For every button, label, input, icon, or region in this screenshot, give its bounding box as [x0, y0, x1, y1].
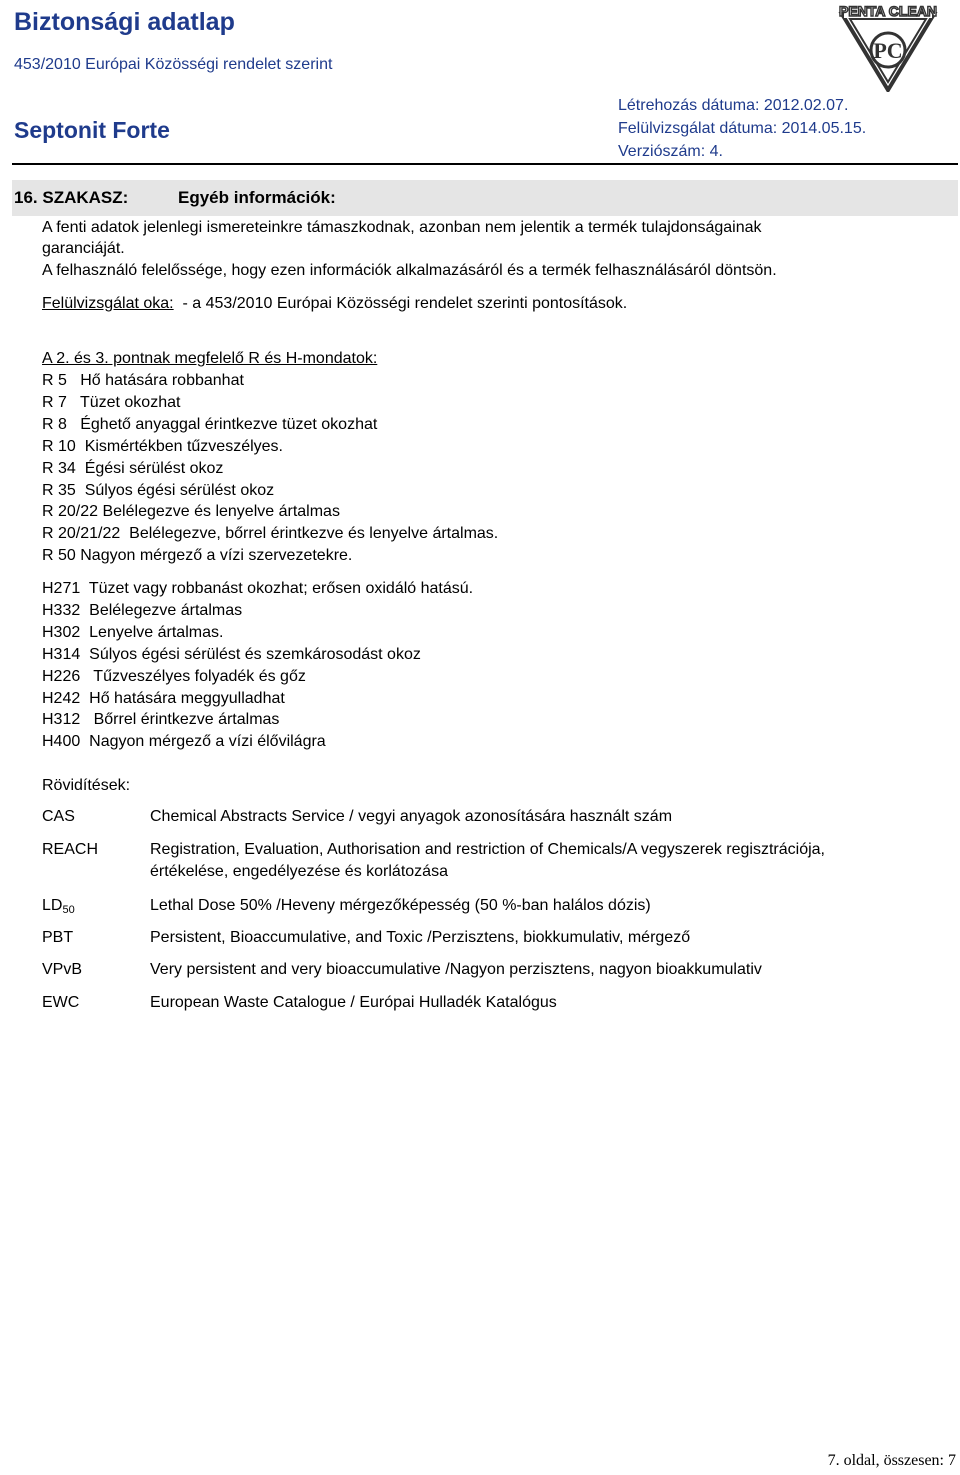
creation-date: Létrehozás dátuma: 2012.02.07.	[618, 97, 849, 114]
h-statement: H242 Hő hatására meggyulladhat	[42, 689, 285, 707]
abbreviation-text: LD	[42, 897, 63, 914]
product-name: Septonit Forte	[14, 117, 170, 143]
abbreviation-text: VPvB	[42, 961, 83, 978]
page-number: 7. oldal, összesen: 7	[827, 1452, 956, 1469]
version-number: Verziószám: 4.	[618, 143, 723, 160]
abbreviation-definition: Very persistent and very bioaccumulative /Nagyon perzisztens, nagyon bioakkumulativ	[150, 961, 762, 978]
r-statement: R 35 Súlyos égési sérülést okoz	[42, 481, 275, 499]
abbreviation-text: CAS	[42, 808, 75, 825]
abbreviation-term	[42, 808, 75, 826]
h-statement: H226 Tűzveszélyes folyadék és gőz	[42, 667, 306, 685]
h-statement: H302 Lenyelve ártalmas.	[42, 623, 224, 641]
abbreviation-text: EWC	[42, 994, 80, 1011]
review-label: Felülvizsgálat oka:	[42, 295, 174, 312]
abbreviation-definition: Lethal Dose 50% /Heveny mérgezőképesség (50 %-ban halálos dózis)	[150, 897, 651, 914]
abbreviation-text: REACH	[42, 841, 99, 858]
r-statement: R 50 Nagyon mérgező a vízi szervezetekre.	[42, 547, 353, 565]
regulation-subtitle: 453/2010 Európai Közösségi rendelet szerint	[14, 56, 333, 73]
r-statement: R 10 Kismértékben tűzveszélyes.	[42, 437, 283, 455]
h-statement: H332 Belélegezve ártalmas	[42, 601, 243, 619]
penta-clean-logo	[838, 2, 938, 92]
h-statement: H314 Súlyos égési sérülést és szemkárosodást okoz	[42, 645, 421, 663]
abbreviation-term	[42, 897, 75, 916]
abbreviation-term	[42, 994, 79, 1012]
svg-text:PENTA CLEAN: PENTA CLEAN	[839, 3, 937, 19]
h-statement: H312 Bőrrel érintkezve ártalmas	[42, 711, 280, 729]
r-statement: R 20/22 Belélegezve és lenyelve ártalmas	[42, 503, 340, 521]
abbreviation-definition: Chemical Abstracts Service / vegyi anyagok azonosítására használt szám	[150, 808, 673, 825]
abbreviation-definition: Registration, Evaluation, Authorisation and restriction of Chemicals/A vegyszerek regisztrációja,	[150, 841, 825, 858]
abbreviation-definition: értékelése, engedélyezése és korlátozása	[150, 863, 448, 880]
svg-text:PC: PC	[873, 38, 903, 63]
revision-date: Felülvizsgálat dátuma: 2014.05.15.	[618, 120, 867, 137]
r-statement: R 7 Tüzet okozhat	[42, 393, 181, 411]
h-statement: H400 Nagyon mérgező a vízi élővilágra	[42, 733, 326, 751]
abbreviation-text: PBT	[42, 929, 74, 946]
abbreviation-term	[42, 929, 73, 947]
abbreviation-term	[42, 841, 98, 859]
review-reason	[42, 295, 627, 313]
h-statement: H271 Tüzet vagy robbanást okozhat; erősen oxidáló hatású.	[42, 580, 474, 597]
section-header-bar	[12, 180, 958, 216]
r-statement: R 20/21/22 Belélegezve, bőrrel érintkezve és lenyelve ártalmas.	[42, 525, 499, 543]
document-title: Biztonsági adatlap	[14, 8, 235, 36]
intro-line-3: A felhasználó felelőssége, hogy ezen információk alkalmazásáról és a termék felhasználásáról döntsön.	[42, 262, 777, 279]
r-h-heading: A 2. és 3. pontnak megfelelő R és H-mondatok:	[42, 350, 378, 367]
section-title: Egyéb információk:	[178, 188, 336, 207]
intro-line-1: A fenti adatok jelenlegi ismereteinkre támaszkodnak, azonban nem jelentik a termék tulajdonságainak	[42, 219, 762, 236]
r-statement: R 8 Éghető anyaggal érintkezve tüzet okozhat	[42, 415, 378, 433]
review-text: - a 453/2010 Európai Közösségi rendelet szerinti pontosítások.	[173, 295, 628, 312]
r-statement: R 34 Égési sérülést okoz	[42, 459, 224, 477]
r-statement: R 5 Hő hatására robbanhat	[42, 372, 244, 389]
intro-line-2: garanciáját.	[42, 240, 125, 257]
abbreviations-heading: Rövidítések:	[42, 777, 131, 794]
header-divider	[12, 163, 958, 165]
section-number: 16. SZAKASZ:	[14, 188, 129, 207]
abbreviation-subscript: 50	[62, 904, 75, 916]
abbreviation-definition: European Waste Catalogue / Európai Hulladék Katalógus	[150, 994, 557, 1011]
abbreviation-term	[42, 961, 82, 979]
abbreviation-definition: Persistent, Bioaccumulative, and Toxic /Perzisztens, biokkumulativ, mérgező	[150, 929, 691, 946]
